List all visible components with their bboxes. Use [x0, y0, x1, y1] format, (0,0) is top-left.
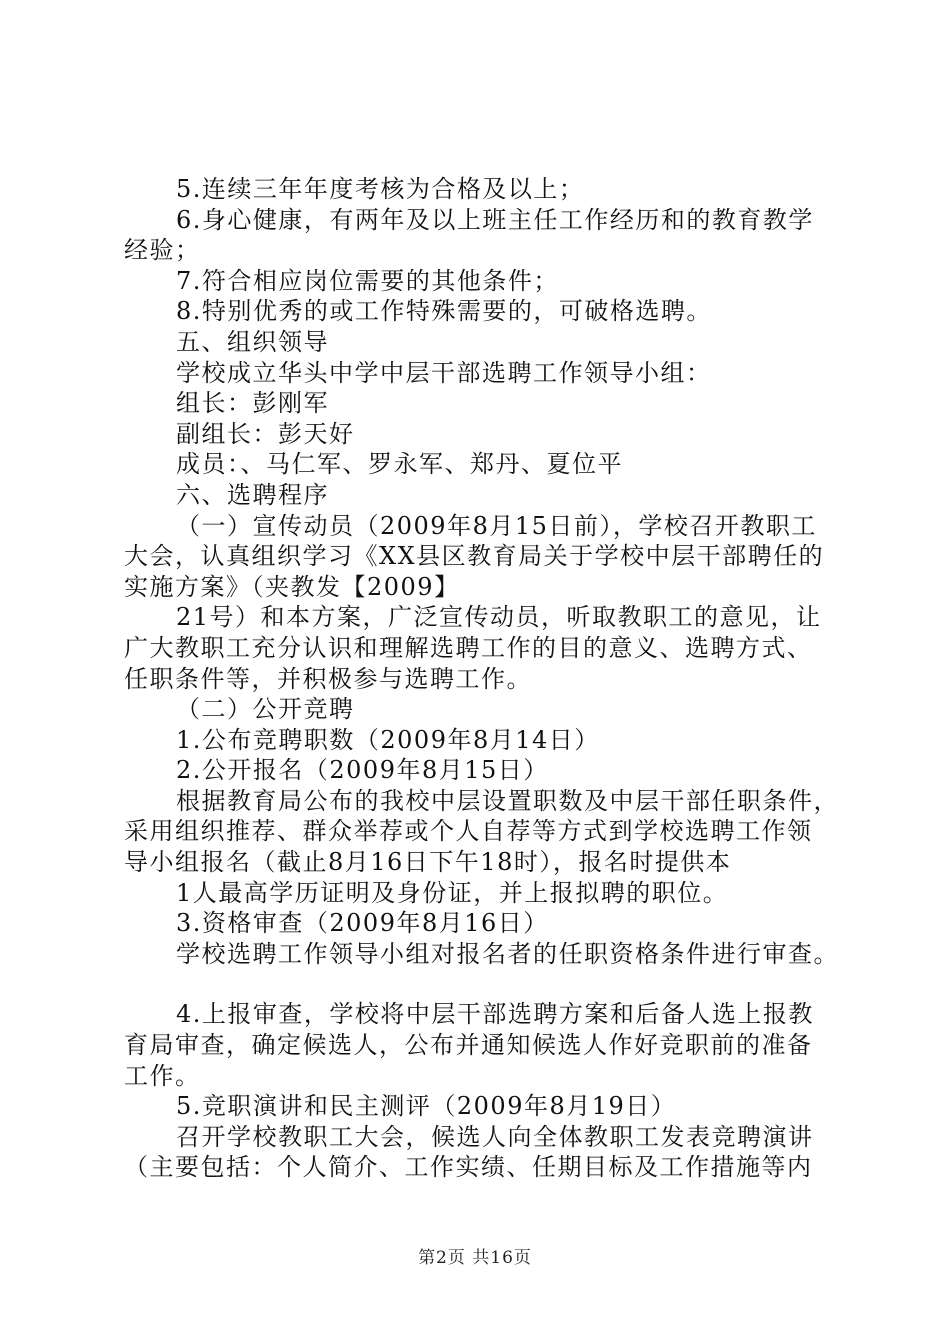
paragraph-line: 7.符合相应岗位需要的其他条件； [176, 266, 559, 295]
section-heading: 六、选聘程序 [176, 480, 329, 509]
section-heading: （二）公开竞聘 [176, 695, 355, 724]
paragraph-line: 3.资格审查（2009年8月16日） [176, 909, 549, 938]
section-heading: 五、组织领导 [176, 327, 329, 356]
paragraph-line: 召开学校教职工大会，候选人向全体教职工发表竞聘演讲 [176, 1122, 814, 1151]
paragraph-line: 导小组报名（截止8月16日下午18时），报名时提供本 [124, 848, 732, 877]
paragraph-line: 任职条件等，并积极参与选聘工作。 [124, 664, 532, 693]
paragraph-line: 学校选聘工作领导小组对报名者的任职资格条件进行审查。 [176, 939, 839, 968]
paragraph-line: 副组长：彭天好 [176, 419, 355, 448]
paragraph-line: 21号）和本方案，广泛宣传动员，听取教职工的意见，让 [176, 603, 822, 632]
paragraph-line: 组长：彭刚军 [176, 389, 329, 418]
paragraph-line: 5.连续三年年度考核为合格及以上； [176, 175, 585, 203]
paragraph-line: 广大教职工充分认识和理解选聘工作的目的意义、选聘方式、 [124, 633, 813, 662]
paragraph-line: 5.竞职演讲和民主测评（2009年8月19日） [176, 1092, 677, 1121]
paragraph-line: 根据教育局公布的我校中层设置职数及中层干部任职条件， [176, 786, 839, 815]
paragraph-line: 育局审查，确定候选人，公布并通知候选人作好竞职前的准备 [124, 1031, 813, 1060]
document-body [124, 174, 844, 1183]
paragraph-line: 实施方案》（夹教发【2009】 [124, 572, 460, 601]
paragraph-line: （一）宣传动员（2009年8月15日前），学校召开教职工 [176, 511, 817, 540]
paragraph-line: 学校成立华头中学中层干部选聘工作领导小组： [176, 358, 712, 387]
paragraph-line: 1人最高学历证明及身份证，并上报拟聘的职位。 [176, 878, 729, 907]
paragraph-gap [124, 969, 844, 999]
paragraph-line: 1.公布竞聘职数（2009年8月14日） [176, 725, 600, 754]
paragraph-line: 采用组织推荐、群众举荐或个人自荐等方式到学校选聘工作领 [124, 817, 813, 846]
paragraph-line: 2.公开报名（2009年8月15日） [176, 756, 549, 785]
paragraph-line: 大会，认真组织学习《XX县区教育局关于学校中层干部聘任的 [124, 542, 825, 571]
paragraph-line: 成员：、马仁军、罗永军、郑丹、夏位平 [176, 450, 623, 479]
paragraph-line: 经验； [124, 236, 201, 265]
page-number-footer: 第2页 共16页 [418, 1248, 532, 1268]
paragraph-line: （主要包括：个人简介、工作实绩、任期目标及工作措施等内 [124, 1153, 813, 1182]
paragraph-line: 4.上报审查，学校将中层干部选聘方案和后备人选上报教 [176, 1000, 814, 1029]
paragraph-line: 8.特别优秀的或工作特殊需要的，可破格选聘。 [176, 297, 712, 326]
paragraph-line: 工作。 [124, 1061, 201, 1090]
paragraph-line: 6.身心健康，有两年及以上班主任工作经历和的教育教学 [176, 205, 814, 234]
